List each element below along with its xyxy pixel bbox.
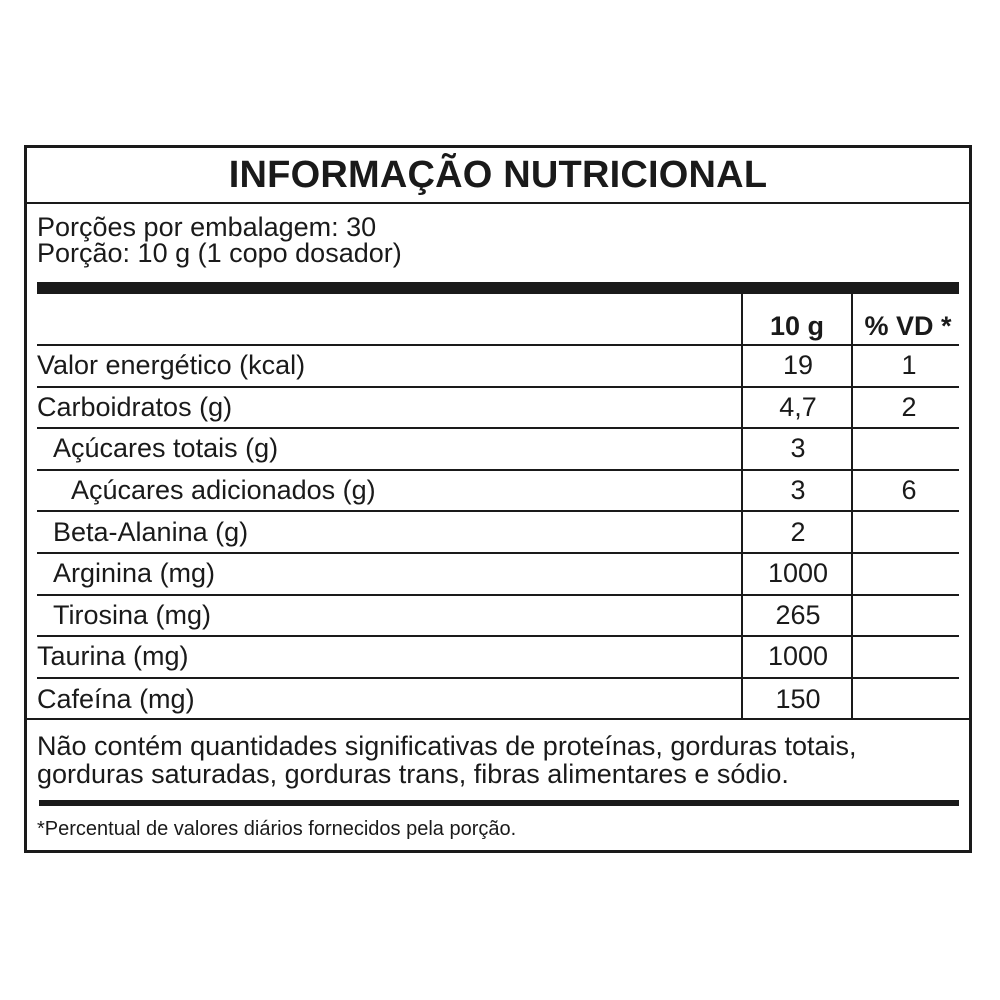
nutrient-name: Arginina (mg)	[53, 558, 216, 589]
header-name-cell	[37, 294, 741, 344]
nutrient-amount: 150	[741, 679, 853, 721]
nutrient-name: Valor energético (kcal)	[37, 350, 306, 381]
table-row	[37, 554, 959, 596]
nutrient-vd	[851, 596, 965, 636]
note-line: Não contém quantidades significativas de proteínas, gorduras totais,	[37, 731, 857, 761]
table-row	[37, 637, 959, 679]
nutrient-vd	[851, 554, 965, 594]
table-row	[37, 596, 959, 638]
nutrient-amount: 1000	[741, 554, 853, 594]
table-row	[37, 679, 959, 721]
table-row	[37, 346, 959, 388]
note-divider	[39, 800, 959, 806]
table-row	[37, 471, 959, 513]
nutrient-amount: 19	[741, 346, 853, 386]
table-row	[37, 429, 959, 471]
table-row	[37, 388, 959, 430]
nutrient-name: Beta-Alanina (g)	[53, 516, 249, 547]
nutrient-vd	[851, 679, 965, 721]
nutrient-name: Carboidratos (g)	[37, 391, 233, 422]
header-amount: 10 g	[741, 294, 851, 344]
nutrient-vd: 6	[851, 471, 965, 511]
nutrient-name: Açúcares totais (g)	[53, 433, 279, 464]
nutrient-amount: 1000	[741, 637, 853, 677]
nutrient-amount: 3	[741, 471, 853, 511]
table-bottom-divider	[27, 718, 969, 720]
nutrient-amount: 2	[741, 512, 853, 552]
nutrient-amount: 3	[741, 429, 853, 469]
nutrient-name: Cafeína (mg)	[37, 684, 195, 715]
nutrient-vd: 2	[851, 388, 965, 428]
table-row	[37, 512, 959, 554]
nutrient-name: Tirosina (mg)	[53, 599, 212, 630]
nutrient-name: Açúcares adicionados (g)	[71, 475, 376, 506]
nutrient-name: Taurina (mg)	[37, 641, 189, 672]
serving-size: Porção: 10 g (1 copo dosador)	[37, 238, 402, 268]
nutrient-amount: 265	[741, 596, 853, 636]
footnote: *Percentual de valores diários fornecidos pela porção.	[37, 818, 517, 840]
nutrient-amount: 4,7	[741, 388, 853, 428]
nutrition-facts-label	[24, 145, 972, 853]
thick-divider	[37, 282, 959, 294]
nutrient-table	[37, 294, 959, 720]
nutrient-vd	[851, 512, 965, 552]
servings-per-package: Porções por embalagem: 30	[37, 212, 377, 242]
nutrient-vd	[851, 429, 965, 469]
table-header-row	[37, 294, 959, 346]
nutrient-vd	[851, 637, 965, 677]
header-vd: % VD *	[851, 294, 963, 344]
serving-info	[37, 214, 402, 266]
nutrition-note	[37, 732, 959, 788]
label-title: INFORMAÇÃO NUTRICIONAL	[27, 148, 969, 204]
note-line: gorduras saturadas, gorduras trans, fibras alimentares e sódio.	[37, 759, 789, 789]
nutrient-vd: 1	[851, 346, 965, 386]
